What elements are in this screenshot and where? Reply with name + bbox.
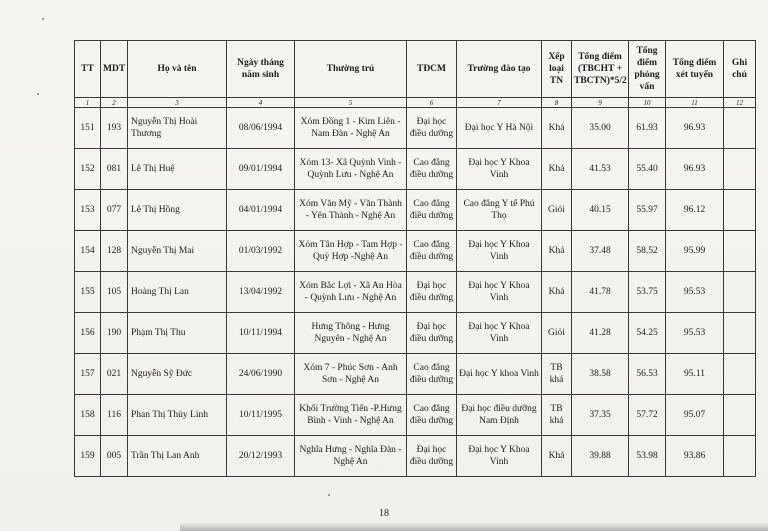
cell-admission-score: 96.93 <box>666 149 724 190</box>
cell-dob: 20/12/1993 <box>227 436 295 477</box>
header-interview-score: Tổng điểm phỏng vấn <box>629 41 666 98</box>
cell-residence: Xóm Đồng 1 - Kim Liên - Nam Đàn - Nghệ An <box>295 108 407 149</box>
cell-tt: 152 <box>75 149 101 190</box>
cell-mdt: 021 <box>101 354 128 395</box>
column-index: 8 <box>542 98 572 108</box>
scan-speck <box>328 494 330 496</box>
scan-speck <box>37 93 39 95</box>
cell-rank: Khá <box>542 149 572 190</box>
cell-tt: 159 <box>75 436 101 477</box>
cell-admission-score: 93.86 <box>666 436 724 477</box>
cell-note <box>724 231 756 272</box>
cell-rank: Khá <box>542 108 572 149</box>
cell-school: Đại học Y Khoa Vinh <box>457 231 542 272</box>
cell-level: Đại học điều dưỡng <box>407 313 457 354</box>
table-row <box>75 272 756 313</box>
cell-note <box>724 436 756 477</box>
cell-rank: Giỏi <box>542 313 572 354</box>
cell-tt: 157 <box>75 354 101 395</box>
column-index: 2 <box>101 98 128 108</box>
table-row <box>75 436 756 477</box>
column-index-row <box>75 98 756 108</box>
header-school: Trường đào tạo <box>457 41 542 98</box>
cell-mdt: 105 <box>101 272 128 313</box>
cell-level: Cao đẳng điều dưỡng <box>407 395 457 436</box>
cell-school: Đại học điều dưỡng Nam Định <box>457 395 542 436</box>
header-rank: Xếp loại TN <box>542 41 572 98</box>
cell-level: Cao đẳng điều dưỡng <box>407 149 457 190</box>
cell-school: Đại học Y Khoa Vinh <box>457 149 542 190</box>
cell-total-score: 41.28 <box>572 313 629 354</box>
header-residence: Thường trú <box>295 41 407 98</box>
header-mdt: MDT <box>101 41 128 98</box>
cell-residence: Xóm Văn Mỹ - Văn Thành - Yên Thành - Nghệ An <box>295 190 407 231</box>
cell-admission-score: 96.12 <box>666 190 724 231</box>
cell-interview-score: 56.53 <box>629 354 666 395</box>
column-index: 9 <box>572 98 629 108</box>
cell-interview-score: 57.72 <box>629 395 666 436</box>
cell-mdt: 081 <box>101 149 128 190</box>
cell-rank: Khá <box>542 231 572 272</box>
cell-rank: Khá <box>542 436 572 477</box>
cell-rank: TB khá <box>542 354 572 395</box>
cell-name: Lê Thị Hồng <box>128 190 227 231</box>
cell-mdt: 005 <box>101 436 128 477</box>
cell-rank: Giỏi <box>542 190 572 231</box>
cell-name: Nguyễn Thị Mai <box>128 231 227 272</box>
page-number: 18 <box>379 508 389 519</box>
cell-admission-score: 95.07 <box>666 395 724 436</box>
column-index: 6 <box>407 98 457 108</box>
cell-tt: 151 <box>75 108 101 149</box>
cell-total-score: 41.78 <box>572 272 629 313</box>
column-index: 3 <box>128 98 227 108</box>
cell-level: Đại học điều dưỡng <box>407 272 457 313</box>
cell-name: Phan Thị Thùy Linh <box>128 395 227 436</box>
cell-rank: TB khá <box>542 395 572 436</box>
cell-interview-score: 54.25 <box>629 313 666 354</box>
cell-note <box>724 272 756 313</box>
header-dob: Ngày tháng năm sinh <box>227 41 295 98</box>
cell-admission-score: 96.93 <box>666 108 724 149</box>
cell-note <box>724 108 756 149</box>
table-row <box>75 108 756 149</box>
table-row <box>75 231 756 272</box>
cell-tt: 154 <box>75 231 101 272</box>
cell-admission-score: 95.11 <box>666 354 724 395</box>
cell-tt: 153 <box>75 190 101 231</box>
cell-tt: 155 <box>75 272 101 313</box>
cell-level: Cao đẳng điều dưỡng <box>407 354 457 395</box>
cell-residence: Xóm 7 - Phúc Sơn - Anh Sơn - Nghệ An <box>295 354 407 395</box>
column-index: 7 <box>457 98 542 108</box>
cell-school: Cao đẳng Y tế Phú Thọ <box>457 190 542 231</box>
header-name: Họ và tên <box>128 41 227 98</box>
cell-mdt: 193 <box>101 108 128 149</box>
cell-residence: Xóm 13- Xã Quỳnh Vinh - Quỳnh Lưu - Nghệ An <box>295 149 407 190</box>
cell-rank: Khá <box>542 272 572 313</box>
header-note: Ghi chú <box>724 41 756 98</box>
cell-note <box>724 395 756 436</box>
cell-dob: 08/06/1994 <box>227 108 295 149</box>
cell-name: Nguyễn Sỹ Đức <box>128 354 227 395</box>
cell-name: Phạm Thị Thu <box>128 313 227 354</box>
cell-dob: 13/04/1992 <box>227 272 295 313</box>
header-tt: TT <box>75 41 101 98</box>
header-admission-score: Tổng điểm xét tuyển <box>666 41 724 98</box>
cell-residence: Hưng Thông - Hưng Nguyên - Nghệ An <box>295 313 407 354</box>
cell-total-score: 41.53 <box>572 149 629 190</box>
cell-interview-score: 55.40 <box>629 149 666 190</box>
cell-total-score: 38.58 <box>572 354 629 395</box>
cell-total-score: 40.15 <box>572 190 629 231</box>
cell-level: Cao đẳng điều dưỡng <box>407 190 457 231</box>
header-level: TĐCM <box>407 41 457 98</box>
cell-admission-score: 95.99 <box>666 231 724 272</box>
cell-residence: Xóm Bắc Lợi - Xã An Hòa - Quỳnh Lưu - Nghệ An <box>295 272 407 313</box>
table-row <box>75 190 756 231</box>
table-row <box>75 395 756 436</box>
cell-interview-score: 58.52 <box>629 231 666 272</box>
cell-total-score: 39.88 <box>572 436 629 477</box>
cell-interview-score: 55.97 <box>629 190 666 231</box>
cell-dob: 24/06/1990 <box>227 354 295 395</box>
column-index: 11 <box>666 98 724 108</box>
cell-dob: 10/11/1995 <box>227 395 295 436</box>
cell-school: Đại học Y Khoa Vinh <box>457 436 542 477</box>
cell-school: Đại học Y Khoa Vinh <box>457 272 542 313</box>
cell-dob: 10/11/1994 <box>227 313 295 354</box>
cell-dob: 04/01/1994 <box>227 190 295 231</box>
cell-mdt: 190 <box>101 313 128 354</box>
cell-tt: 156 <box>75 313 101 354</box>
cell-tt: 158 <box>75 395 101 436</box>
cell-residence: Khối Trường Tiến -P.Hưng Bình - Vinh - Nghệ An <box>295 395 407 436</box>
column-index: 10 <box>629 98 666 108</box>
cell-interview-score: 53.75 <box>629 272 666 313</box>
header-row <box>75 41 756 98</box>
column-index: 5 <box>295 98 407 108</box>
cell-dob: 09/01/1994 <box>227 149 295 190</box>
cell-mdt: 116 <box>101 395 128 436</box>
cell-note <box>724 354 756 395</box>
cell-school: Đại học Y Khoa Vinh <box>457 313 542 354</box>
cell-school: Đại học Y Hà Nội <box>457 108 542 149</box>
candidate-score-table <box>74 40 756 477</box>
cell-level: Cao đẳng điều dưỡng <box>407 231 457 272</box>
scan-edge-shadow <box>180 522 768 531</box>
cell-level: Đại học điều dưỡng <box>407 436 457 477</box>
cell-note <box>724 149 756 190</box>
cell-total-score: 37.35 <box>572 395 629 436</box>
cell-name: Hoàng Thị Lan <box>128 272 227 313</box>
table-row <box>75 313 756 354</box>
cell-residence: Xóm Tân Hợp - Tam Hợp - Quỳ Hợp -Nghệ An <box>295 231 407 272</box>
cell-dob: 01/03/1992 <box>227 231 295 272</box>
table-row <box>75 149 756 190</box>
cell-name: Trần Thị Lan Anh <box>128 436 227 477</box>
header-total-score: Tổng điểm (TBCHT + TBCTN)*5/2 <box>572 41 629 98</box>
column-index: 1 <box>75 98 101 108</box>
cell-mdt: 077 <box>101 190 128 231</box>
table-row <box>75 354 756 395</box>
cell-note <box>724 313 756 354</box>
cell-total-score: 35.00 <box>572 108 629 149</box>
column-index: 12 <box>724 98 756 108</box>
cell-level: Đại học điều dưỡng <box>407 108 457 149</box>
cell-interview-score: 61.93 <box>629 108 666 149</box>
cell-name: Lê Thị Huệ <box>128 149 227 190</box>
column-index: 4 <box>227 98 295 108</box>
cell-admission-score: 95.53 <box>666 313 724 354</box>
cell-interview-score: 53.98 <box>629 436 666 477</box>
cell-admission-score: 95.53 <box>666 272 724 313</box>
cell-residence: Nghĩa Hưng - Nghĩa Đàn - Nghệ An <box>295 436 407 477</box>
cell-name: Nguyễn Thị Hoài Thương <box>128 108 227 149</box>
scan-speck <box>42 18 44 20</box>
cell-school: Đại học Y khoa Vinh <box>457 354 542 395</box>
cell-note <box>724 190 756 231</box>
cell-mdt: 128 <box>101 231 128 272</box>
cell-total-score: 37.48 <box>572 231 629 272</box>
